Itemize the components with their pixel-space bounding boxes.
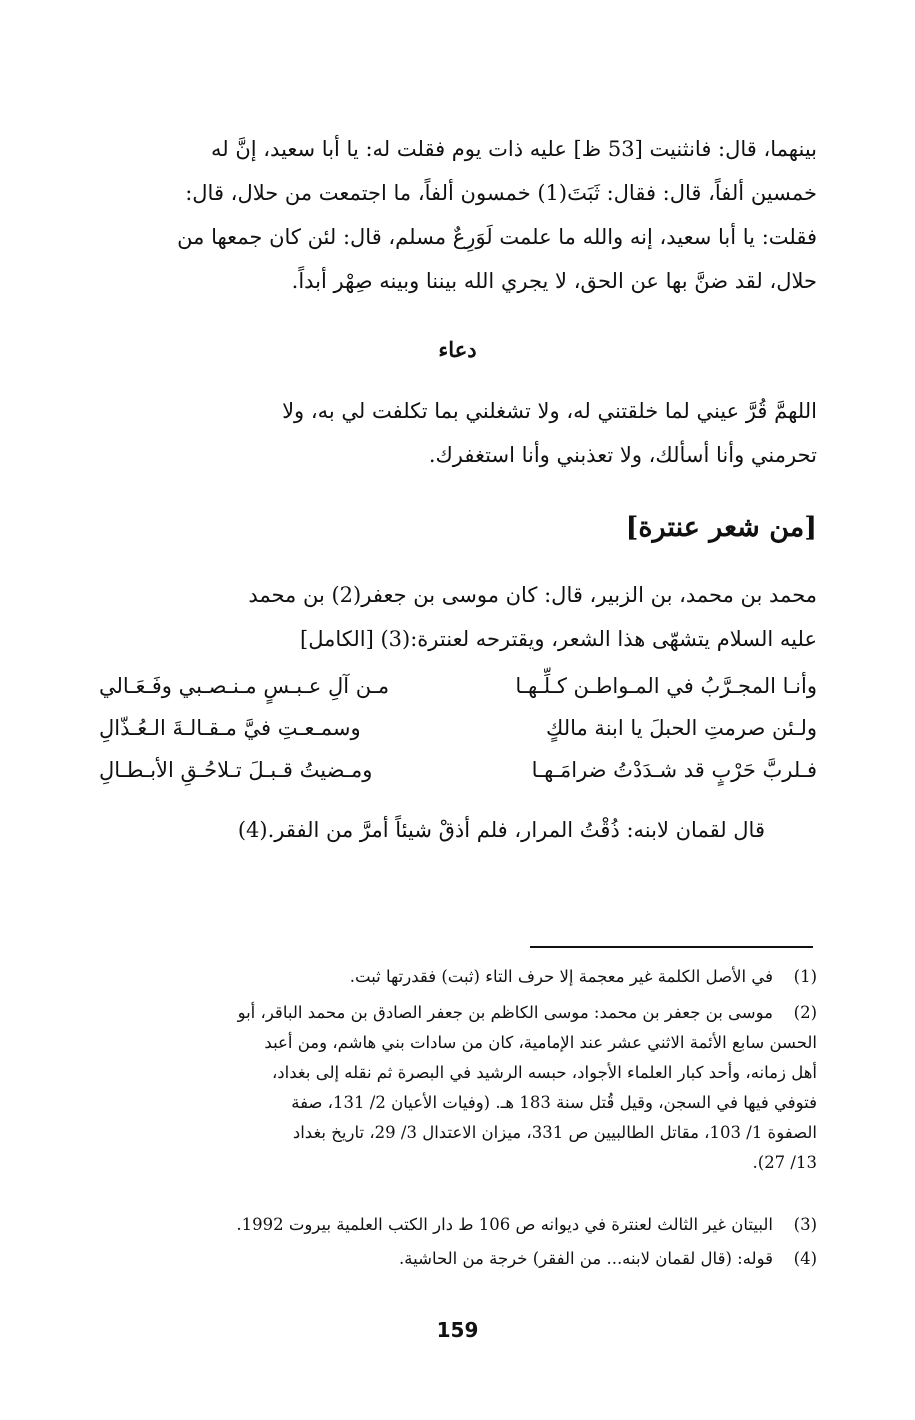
footnote-3: [99, 1210, 817, 1240]
footnote-number: (3): [793, 1215, 817, 1234]
footnote-text: 13/ 27).: [752, 1153, 817, 1172]
paragraph-antara-intro: [99, 573, 817, 661]
verse-second-hemistich: وسمـعـتِ فيَّ مـقـالـةَ الـعُـذّالِ: [99, 716, 361, 740]
verse-line: [99, 716, 817, 758]
footnote-text: الحسن سابع الأئمة الاثني عشر عند الإمامية، كان من سادات بني هاشم، ومن أعبد: [264, 1033, 817, 1052]
paragraph-opening: [99, 127, 817, 303]
text-line: اللهمَّ قُرَّ عيني لما خلقتني له، ولا تشغلني بما تكلفت لي به، ولا: [282, 399, 817, 423]
paragraph-duaa: [99, 389, 817, 477]
text-line: تحرمني وأنا أسألك، ولا تعذبني وأنا استغفرك.: [428, 443, 817, 467]
text-line: عليه السلام يتشهّى هذا الشعر، ويقترحه لعنترة:(3) [الكامل]: [300, 627, 817, 651]
footnote-text: أهل زمانه، وأحد كبار العلماء الأجواد، حبسه الرشيد في البصرة ثم نقله إلى بغداد،: [271, 1063, 817, 1082]
footnote-separator: [530, 946, 813, 948]
verse-line: [99, 758, 817, 800]
section-heading-duaa: دعاء: [438, 337, 477, 362]
footnote-number: (1): [793, 967, 817, 986]
footnote-1: [99, 962, 817, 992]
verse-first-hemistich: وأنـا المجـرَّبُ في المـواطـن كـلِّـهـا: [515, 674, 817, 698]
verse-line: [99, 674, 817, 716]
text-line: محمد بن محمد، بن الزبير، قال: كان موسى بن جعفر(2) بن محمد: [248, 583, 817, 607]
text-line: خمسين ألفاً، قال: فقال: ثَبَتَ(1) خمسون ألفاً، ما اجتمعت من حلال، قال:: [185, 181, 817, 205]
footnote-text: الصفوة 1/ 103، مقاتل الطالبيين ص 331، ميزان الاعتدال 3/ 29، تاريخ بغداد: [292, 1123, 817, 1142]
footnote-text: موسى بن جعفر بن محمد: موسى الكاظم بن جعفر الصادق بن محمد الباقر، أبو: [237, 1003, 773, 1022]
verse-first-hemistich: فـلربَّ حَرْبٍ قد شـدَدْتُ ضرامَـهـا: [531, 758, 817, 782]
section-heading-antara: [من شعر عنترة]: [625, 512, 817, 543]
footnote-4: [99, 1244, 817, 1274]
footnote-text: في الأصل الكلمة غير معجمة إلا حرف التاء (ثبت) فقدرتها ثبت.: [349, 967, 773, 986]
text-line: حلال، لقد ضنَّ بها عن الحق، لا يجري الله بيننا وبينه صِهْر أبداً.: [291, 269, 817, 293]
footnote-2: [99, 998, 817, 1178]
footnote-number: (2): [793, 1003, 817, 1022]
text-line: فقلت: يا أبا سعيد، إنه والله ما علمت لَوَرِعٌ مسلم، قال: لئن كان جمعها من: [177, 225, 817, 249]
verse-second-hemistich: مـن آلِ عـبـسٍ مـنـصـبي وفَـعَـالي: [99, 674, 390, 698]
verse-first-hemistich: ولـئن صرمتِ الحبلَ يا ابنة مالكٍ: [546, 716, 817, 740]
footnote-text: فتوفي فيها في السجن، وقيل قُتل سنة 183 هـ. (وفيات الأعيان 2/ 131، صفة: [291, 1093, 817, 1112]
verse-second-hemistich: ومـضيتُ قـبـلَ تـلاحُـقِ الأبـطـالِ: [99, 758, 373, 782]
luqman-line: قال لقمان لابنه: ذُقْتُ المرار، فلم أذقْ شيئاً أمرَّ من الفقر.(4): [237, 818, 765, 842]
page-number: 159: [436, 1318, 479, 1342]
footnote-number: (4): [793, 1249, 817, 1268]
text-line: بينهما، قال: فانثنيت [53 ظ] عليه ذات يوم فقلت له: يا أبا سعيد، إنَّ له: [211, 137, 817, 161]
footnote-text: البيتان غير الثالث لعنترة في ديوانه ص 106 ط دار الكتب العلمية بيروت 1992.: [236, 1215, 773, 1234]
footnote-text: قوله: (قال لقمان لابنه... من الفقر) خرجة من الحاشية.: [399, 1249, 773, 1268]
